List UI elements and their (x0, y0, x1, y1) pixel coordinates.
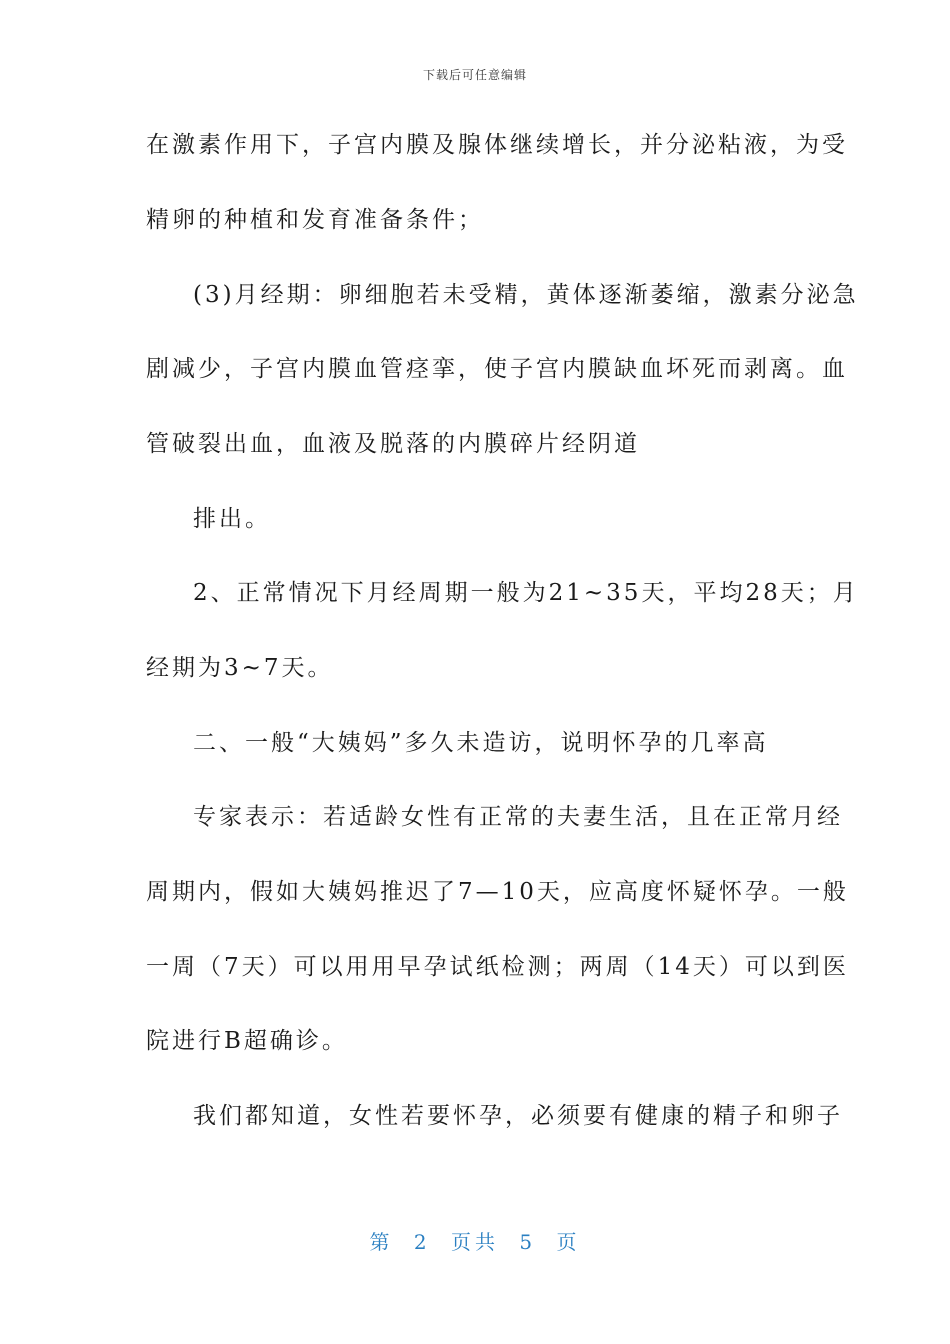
body-line: 剧减少，子宫内膜血管痉挛，使子宫内膜缺血坏死而剥离。血 (146, 356, 848, 382)
footer-middle: 页共 (451, 1230, 499, 1254)
body-line: 我们都知道，女性若要怀孕，必须要有健康的精子和卵子 (193, 1103, 843, 1129)
body-line: 院进行B超确诊。 (146, 1028, 348, 1054)
footer-prefix: 第 (369, 1230, 394, 1254)
body-line: 一周（7天）可以用用早孕试纸检测；两周（14天）可以到医 (146, 954, 849, 980)
body-line: 经期为3~7天。 (146, 655, 334, 681)
body-line: 在激素作用下，子宫内膜及腺体继续增长，并分泌粘液，为受 (146, 132, 848, 158)
body-line: 专家表示：若适龄女性有正常的夫妻生活，且在正常月经 (193, 804, 843, 830)
body-line: 排出。 (193, 506, 271, 532)
body-line: 2、正常情况下月经周期一般为21~35天，平均28天；月 (193, 580, 859, 606)
section-heading: 二、一般“大姨妈”多久未造访，说明怀孕的几率高 (193, 730, 769, 756)
footer-suffix: 页 (556, 1230, 581, 1254)
body-line: (3)月经期：卵细胞若未受精，黄体逐渐萎缩，激素分泌急 (193, 282, 859, 308)
body-line: 精卵的种植和发育准备条件； (146, 207, 484, 233)
total-pages-number: 5 (519, 1230, 537, 1254)
page-header: 下载后可任意编辑 (422, 68, 527, 82)
page-footer (0, 1226, 950, 1255)
body-line: 管破裂出血，血液及脱落的内膜碎片经阴道 (146, 431, 640, 457)
current-page-number: 2 (413, 1230, 431, 1254)
body-line: 周期内，假如大姨妈推迟了7—10天，应高度怀疑怀孕。一般 (146, 879, 849, 905)
